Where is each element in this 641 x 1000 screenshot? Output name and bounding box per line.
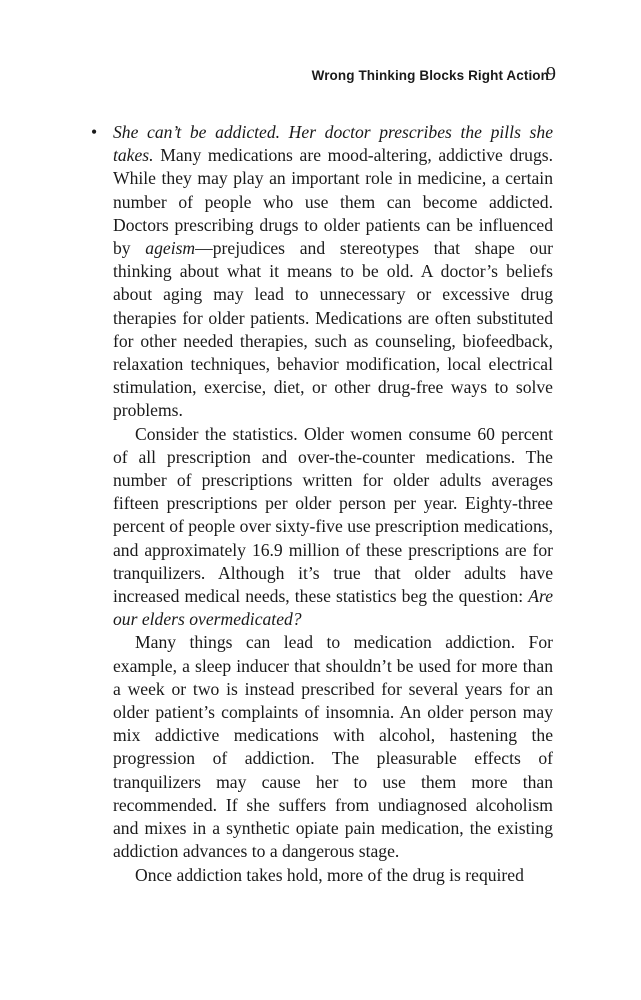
- bullet-icon: •: [91, 122, 98, 142]
- bullet-text-part-1: Many medications are mood-altering, addictive drugs. While they may play an important role in medicine, a certain number of people who use them can become addicted. Doctors prescribing drugs to older patients can be influenced by: [113, 145, 553, 259]
- statistics-paragraph: [113, 423, 553, 632]
- statistics-text: Consider the statistics. Older women consume 60 percent of all prescription and over-the-counter medications. The number of prescriptions written for older adults averages fifteen prescriptions per older person per year. Eighty-three percent of people over sixty-five use prescription medications, and approximately 16.9 million of these prescriptions are for tranquilizers. Although it’s true that older adults have increased medical needs, these statistics beg the question:: [113, 423, 553, 607]
- overmedicated-question: Are our elders overmedicated?: [113, 586, 553, 630]
- bullet-lead: She can’t be addicted. Her doctor prescribes the pills she takes.: [113, 122, 553, 166]
- addiction-takes-hold-paragraph: Once addiction takes hold, more of the drug is required: [135, 864, 524, 885]
- medication-addiction-paragraph: Many things can lead to medication addiction. For example, a sleep inducer that shouldn’t be used for more than a week or two is instead prescribed for several years for an older patient’s complaints of insomnia. An older person may mix addictive medications with alcohol, hastening the progression of addiction. The pleasurable effects of tranquilizers may cause her to use them more than recommended. If she suffers from undiagnosed alcoholism and mixes in a synthetic opiate pain medication, the existing addiction advances to a dangerous stage.: [113, 632, 553, 862]
- running-head: Wrong Thinking Blocks Right Action: [311, 68, 549, 83]
- bullet-text-part-2: —prejudices and stereotypes that shape our thinking about what it means to be old. A doctor’s beliefs about aging may lead to unnecessary or excessive drug therapies for older patients. Medications are often substituted for other needed therapies, such as counseling, biofeedback, relaxation techniques, behavior modification, local electrical stimulation, exercise, diet, or other drug-free ways to solve problems.: [113, 238, 553, 421]
- bullet-paragraph: [91, 121, 553, 423]
- ageism-term: ageism: [145, 238, 196, 259]
- page-number: 9: [546, 63, 556, 85]
- body-text: [91, 121, 553, 887]
